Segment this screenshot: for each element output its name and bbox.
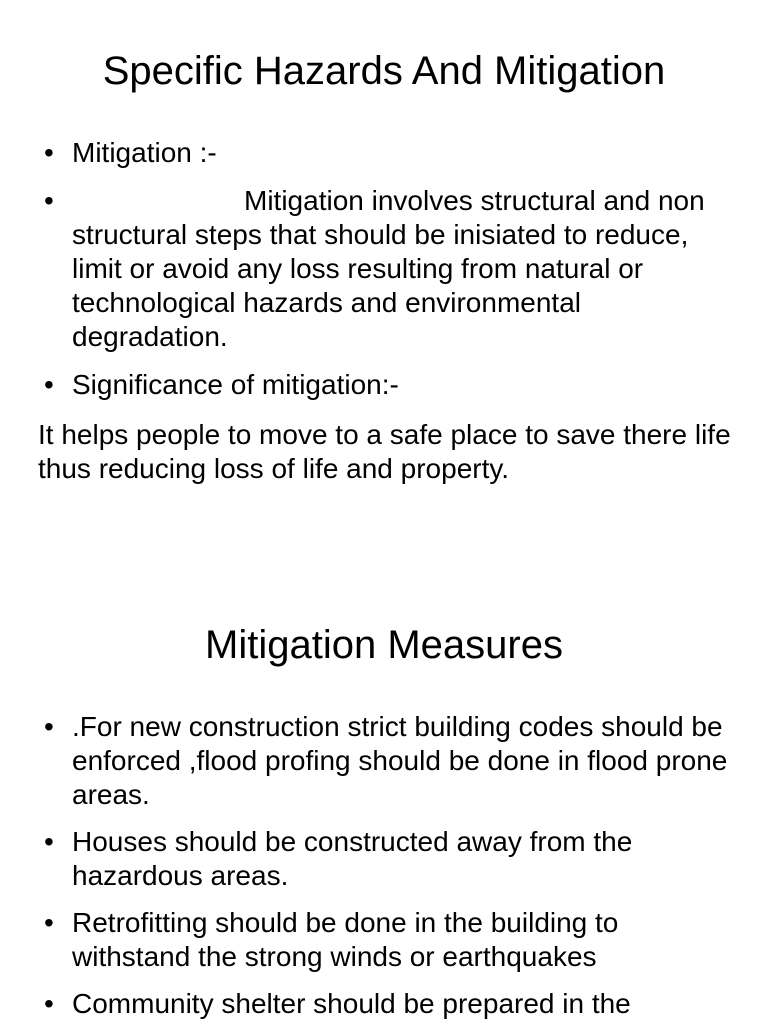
bullet-marker: • (44, 907, 54, 938)
bullet-text: Mitigation involves structural and non structural steps that should be inisiated to reduce, limit or avoid any loss resulting from natural or technological hazards and environmental degradation. (72, 185, 705, 352)
slide-title: Specific Hazards And Mitigation (102, 49, 666, 93)
bullet-text: .For new construction strict building codes should be enforced ,flood profing should be done in flood prone areas. (72, 711, 728, 810)
bullet-list (0, 710, 768, 1021)
bullet-marker: • (44, 369, 54, 400)
significance-paragraph: It helps people to move to a safe place to save there life thus reducing loss of life and property. (38, 419, 731, 484)
bullet-item-significance-heading (0, 368, 768, 402)
bullet-item-mitigation-heading (0, 136, 768, 170)
bullet-text: Retrofitting should be done in the building to withstand the strong winds or earthquakes (72, 907, 619, 972)
bullet-marker: • (44, 711, 54, 742)
bullet-marker: • (44, 185, 54, 216)
bullet-marker: • (44, 988, 54, 1019)
bullet-text: Community shelter should be prepared in the (72, 988, 631, 1019)
bullet-text: Houses should be constructed away from the hazardous areas. (72, 826, 633, 891)
bullet-item-houses-away (0, 825, 768, 893)
bullet-list (0, 136, 768, 402)
slide-mitigation-measures (0, 600, 768, 1024)
bullet-text: Mitigation :- (72, 137, 217, 168)
bullet-item-building-codes (0, 710, 768, 812)
bullet-item-mitigation-definition (0, 184, 768, 354)
slide-title: Mitigation Measures (205, 623, 563, 667)
bullet-marker: • (44, 137, 54, 168)
bullet-item-community-shelter (0, 987, 768, 1021)
bullet-text: Significance of mitigation:- (72, 369, 399, 400)
bullet-item-retrofitting (0, 906, 768, 974)
bullet-marker: • (44, 826, 54, 857)
